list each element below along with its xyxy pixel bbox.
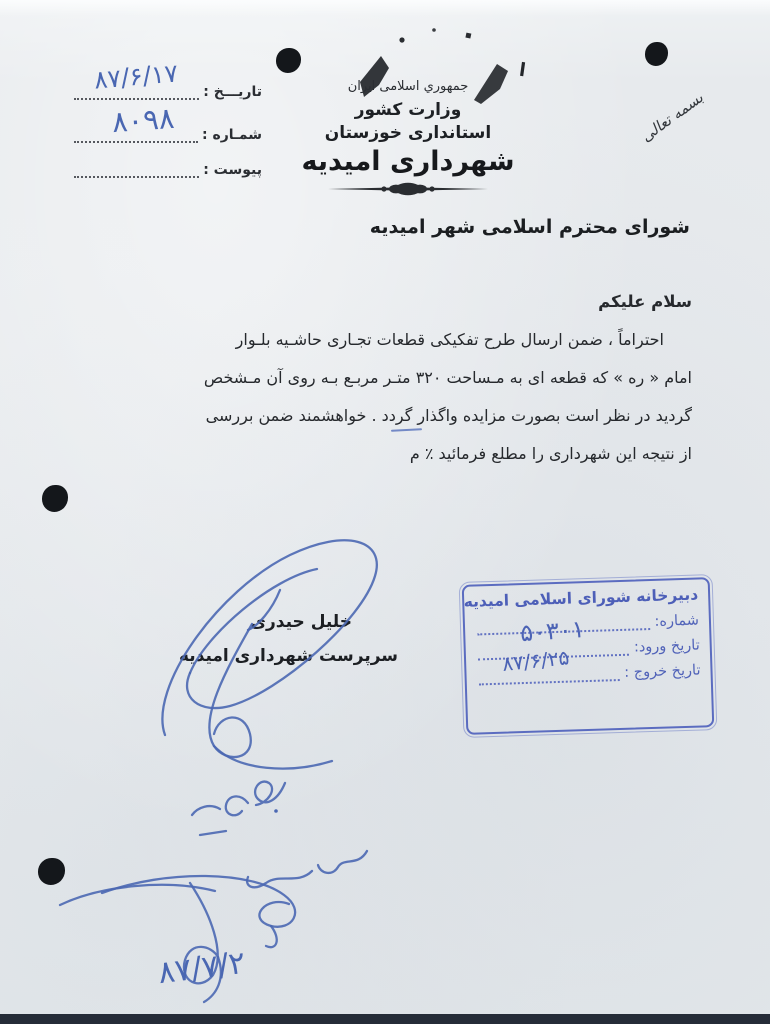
scan-top-edge: [0, 0, 770, 16]
body-line-3: گردید در نظر است بصورت مزایده واگذار گردد . خواهشمند ضمن بررسی: [205, 406, 692, 425]
signatory-name: خلیل حیدری: [250, 612, 352, 632]
signatory-title: سرپرست شهرداری امیدیه: [178, 646, 398, 666]
stamp-handwritten-number: ۵۰۳۰۱: [519, 615, 586, 648]
besmele-calligraphy: بسمه تعالی: [637, 88, 707, 146]
punch-hole-top-right: [645, 42, 668, 66]
letterhead-country: جمهوري اسلامی ايران: [347, 79, 469, 94]
stamp-title: دبیرخانه شورای اسلامی امیدیه: [463, 585, 699, 611]
handwritten-number-value: ۸۰۹۸: [110, 100, 176, 140]
salutation: سلام علیکم: [598, 292, 692, 311]
body-line-2: امام « ره » که قطعه ای به مـساحت ۳۲۰ متـر مربـع بـه روی آن مـشخص: [203, 368, 692, 387]
pen-underline-mark: [391, 428, 422, 432]
handwritten-bottom-date: ۸۷/۷/۲: [156, 944, 248, 992]
letterhead-municipality: شهرداری امیدیه: [301, 146, 515, 177]
stamp-entry-label: تاریخ ورود:: [633, 637, 700, 656]
letterhead-governorate: استانداری خوزستان: [324, 123, 492, 143]
attachment-label: پیوست :: [203, 162, 262, 178]
handwritten-date-value: ۸۷/۶/۱۷: [92, 58, 180, 95]
body-line-1: احتراماً ، ضمن ارسال طرح تفکیکی قطعات تجـاری حاشـیه بلـوار: [235, 330, 664, 349]
stamp-number-label: شماره:: [654, 612, 700, 630]
stamp-handwritten-entry-date: ۸۷/۶/۲۵: [501, 645, 571, 676]
stamp-number-row: [475, 613, 699, 636]
ornamental-divider: [328, 181, 488, 197]
secretariat-stamp: [462, 577, 715, 735]
punch-hole-mid-left: [42, 485, 68, 512]
number-label: شمـاره :: [202, 127, 262, 143]
scan-bottom-edge: [0, 1014, 770, 1024]
punch-hole-top-left: [276, 48, 301, 73]
field-attachment: [74, 162, 264, 178]
faded-emblem-icon: [350, 18, 535, 113]
body-line-4: از نتیجه این شهرداری را مطلع فرمائید ٪ م: [409, 444, 692, 463]
letterhead-ministry: وزارت كشور: [354, 100, 462, 120]
date-label: تاریـــخ :: [203, 84, 262, 100]
stamp-exit-label: تاریخ خروج :: [624, 662, 701, 681]
attachment-dotted-line: [74, 162, 199, 178]
addressee-line: شورای محترم اسلامی شهر امیدیه: [369, 216, 690, 238]
